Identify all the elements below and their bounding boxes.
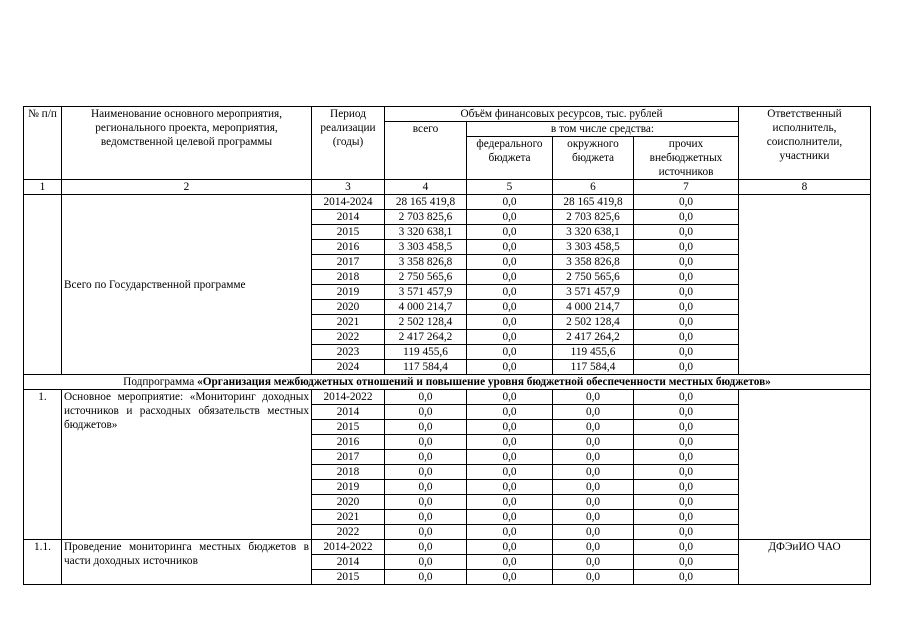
other-cell: 0,0 [634, 300, 739, 315]
header-other: прочих внебюджетных источников [634, 137, 739, 180]
responsible-cell [739, 390, 871, 540]
other-cell: 0,0 [634, 510, 739, 525]
header-including: в том числе средства: [467, 122, 739, 137]
period-cell: 2014 [312, 210, 385, 225]
okrug-cell: 28 165 419,8 [553, 195, 634, 210]
other-cell: 0,0 [634, 555, 739, 570]
other-cell: 0,0 [634, 240, 739, 255]
okrug-cell: 119 455,6 [553, 345, 634, 360]
subprogram-name: «Организация межбюджетных отношений и повышение уровня бюджетной обеспеченности местных бюджетов» [197, 376, 771, 388]
subprogram-prefix: Подпрограмма [123, 376, 198, 388]
total-cell: 3 320 638,1 [385, 225, 467, 240]
responsible-cell [739, 195, 871, 375]
federal-cell: 0,0 [467, 315, 553, 330]
column-number: 2 [62, 180, 312, 195]
other-cell: 0,0 [634, 570, 739, 585]
column-number: 7 [634, 180, 739, 195]
period-cell: 2023 [312, 345, 385, 360]
header-okrug: окружного бюджета [553, 137, 634, 180]
row-name: Основное мероприятие: «Мониторинг доходных источников и расходных обязательств местных бюджетов» [62, 390, 312, 540]
federal-cell: 0,0 [467, 345, 553, 360]
header-num: № п/п [24, 107, 62, 180]
period-cell: 2014-2022 [312, 390, 385, 405]
total-cell: 0,0 [385, 525, 467, 540]
okrug-cell: 0,0 [553, 540, 634, 555]
total-cell: 119 455,6 [385, 345, 467, 360]
column-number: 5 [467, 180, 553, 195]
okrug-cell: 0,0 [553, 465, 634, 480]
other-cell: 0,0 [634, 285, 739, 300]
federal-cell: 0,0 [467, 285, 553, 300]
period-cell: 2022 [312, 525, 385, 540]
other-cell: 0,0 [634, 195, 739, 210]
okrug-cell: 0,0 [553, 510, 634, 525]
federal-cell: 0,0 [467, 255, 553, 270]
okrug-cell: 0,0 [553, 420, 634, 435]
period-cell: 2021 [312, 315, 385, 330]
total-cell: 3 303 458,5 [385, 240, 467, 255]
row-name: Всего по Государственной программе [62, 195, 312, 375]
okrug-cell: 117 584,4 [553, 360, 634, 375]
period-cell: 2017 [312, 255, 385, 270]
other-cell: 0,0 [634, 255, 739, 270]
responsible-cell: ДФЭиИО ЧАО [739, 540, 871, 585]
total-cell: 3 358 826,8 [385, 255, 467, 270]
subprogram-row [24, 375, 871, 390]
period-cell: 2015 [312, 570, 385, 585]
federal-cell: 0,0 [467, 525, 553, 540]
table-row [24, 390, 871, 405]
federal-cell: 0,0 [467, 480, 553, 495]
period-cell: 2015 [312, 225, 385, 240]
row-name: Проведение мониторинга местных бюджетов в части доходных источников [62, 540, 312, 585]
other-cell: 0,0 [634, 330, 739, 345]
period-cell: 2020 [312, 495, 385, 510]
period-cell: 2022 [312, 330, 385, 345]
federal-cell: 0,0 [467, 465, 553, 480]
period-cell: 2019 [312, 285, 385, 300]
other-cell: 0,0 [634, 225, 739, 240]
federal-cell: 0,0 [467, 240, 553, 255]
federal-cell: 0,0 [467, 390, 553, 405]
column-number: 8 [739, 180, 871, 195]
column-number: 6 [553, 180, 634, 195]
header-period: Период реализации (годы) [312, 107, 385, 180]
total-cell: 117 584,4 [385, 360, 467, 375]
federal-cell: 0,0 [467, 510, 553, 525]
header-total: всего [385, 122, 467, 180]
subprogram-title [24, 375, 871, 390]
total-cell: 3 571 457,9 [385, 285, 467, 300]
federal-cell: 0,0 [467, 435, 553, 450]
federal-cell: 0,0 [467, 195, 553, 210]
total-cell: 2 750 565,6 [385, 270, 467, 285]
column-number: 1 [24, 180, 62, 195]
row-number: 1.1. [24, 540, 62, 585]
other-cell: 0,0 [634, 465, 739, 480]
total-cell: 0,0 [385, 465, 467, 480]
period-cell: 2014-2024 [312, 195, 385, 210]
okrug-cell: 3 571 457,9 [553, 285, 634, 300]
other-cell: 0,0 [634, 345, 739, 360]
other-cell: 0,0 [634, 525, 739, 540]
other-cell: 0,0 [634, 540, 739, 555]
federal-cell: 0,0 [467, 570, 553, 585]
column-number: 4 [385, 180, 467, 195]
other-cell: 0,0 [634, 270, 739, 285]
period-cell: 2014 [312, 555, 385, 570]
total-cell: 0,0 [385, 540, 467, 555]
period-cell: 2020 [312, 300, 385, 315]
federal-cell: 0,0 [467, 225, 553, 240]
total-cell: 0,0 [385, 405, 467, 420]
other-cell: 0,0 [634, 315, 739, 330]
okrug-cell: 3 303 458,5 [553, 240, 634, 255]
total-cell: 0,0 [385, 435, 467, 450]
financing-table [23, 106, 871, 585]
table-row [24, 195, 871, 210]
period-cell: 2016 [312, 435, 385, 450]
okrug-cell: 0,0 [553, 555, 634, 570]
okrug-cell: 2 417 264,2 [553, 330, 634, 345]
okrug-cell: 0,0 [553, 450, 634, 465]
table-row [24, 540, 871, 555]
total-cell: 0,0 [385, 450, 467, 465]
period-cell: 2024 [312, 360, 385, 375]
okrug-cell: 2 750 565,6 [553, 270, 634, 285]
total-cell: 0,0 [385, 570, 467, 585]
total-cell: 0,0 [385, 480, 467, 495]
federal-cell: 0,0 [467, 420, 553, 435]
total-cell: 2 417 264,2 [385, 330, 467, 345]
period-cell: 2014 [312, 405, 385, 420]
okrug-cell: 2 502 128,4 [553, 315, 634, 330]
okrug-cell: 0,0 [553, 405, 634, 420]
okrug-cell: 0,0 [553, 390, 634, 405]
okrug-cell: 0,0 [553, 570, 634, 585]
total-cell: 2 502 128,4 [385, 315, 467, 330]
total-cell: 0,0 [385, 420, 467, 435]
other-cell: 0,0 [634, 435, 739, 450]
okrug-cell: 0,0 [553, 480, 634, 495]
federal-cell: 0,0 [467, 210, 553, 225]
federal-cell: 0,0 [467, 360, 553, 375]
header-federal: федерального бюджета [467, 137, 553, 180]
total-cell: 0,0 [385, 390, 467, 405]
column-number: 3 [312, 180, 385, 195]
other-cell: 0,0 [634, 390, 739, 405]
federal-cell: 0,0 [467, 300, 553, 315]
okrug-cell: 0,0 [553, 495, 634, 510]
okrug-cell: 3 358 826,8 [553, 255, 634, 270]
total-cell: 4 000 214,7 [385, 300, 467, 315]
total-cell: 28 165 419,8 [385, 195, 467, 210]
total-cell: 0,0 [385, 495, 467, 510]
federal-cell: 0,0 [467, 270, 553, 285]
federal-cell: 0,0 [467, 405, 553, 420]
other-cell: 0,0 [634, 210, 739, 225]
total-cell: 0,0 [385, 555, 467, 570]
other-cell: 0,0 [634, 405, 739, 420]
row-number [24, 195, 62, 375]
total-cell: 2 703 825,6 [385, 210, 467, 225]
header-name: Наименование основного мероприятия, регионального проекта, мероприятия, ведомственной целевой программы [62, 107, 312, 180]
federal-cell: 0,0 [467, 540, 553, 555]
period-cell: 2016 [312, 240, 385, 255]
federal-cell: 0,0 [467, 330, 553, 345]
other-cell: 0,0 [634, 480, 739, 495]
header-finance: Объём финансовых ресурсов, тыс. рублей [385, 107, 739, 122]
federal-cell: 0,0 [467, 450, 553, 465]
header-responsible: Ответственный исполнитель, соисполнители, участники [739, 107, 871, 180]
federal-cell: 0,0 [467, 555, 553, 570]
okrug-cell: 0,0 [553, 525, 634, 540]
other-cell: 0,0 [634, 420, 739, 435]
okrug-cell: 4 000 214,7 [553, 300, 634, 315]
period-cell: 2018 [312, 270, 385, 285]
okrug-cell: 2 703 825,6 [553, 210, 634, 225]
other-cell: 0,0 [634, 450, 739, 465]
period-cell: 2018 [312, 465, 385, 480]
okrug-cell: 0,0 [553, 435, 634, 450]
other-cell: 0,0 [634, 360, 739, 375]
other-cell: 0,0 [634, 495, 739, 510]
federal-cell: 0,0 [467, 495, 553, 510]
period-cell: 2019 [312, 480, 385, 495]
okrug-cell: 3 320 638,1 [553, 225, 634, 240]
period-cell: 2021 [312, 510, 385, 525]
period-cell: 2017 [312, 450, 385, 465]
period-cell: 2015 [312, 420, 385, 435]
row-number: 1. [24, 390, 62, 540]
period-cell: 2014-2022 [312, 540, 385, 555]
total-cell: 0,0 [385, 510, 467, 525]
